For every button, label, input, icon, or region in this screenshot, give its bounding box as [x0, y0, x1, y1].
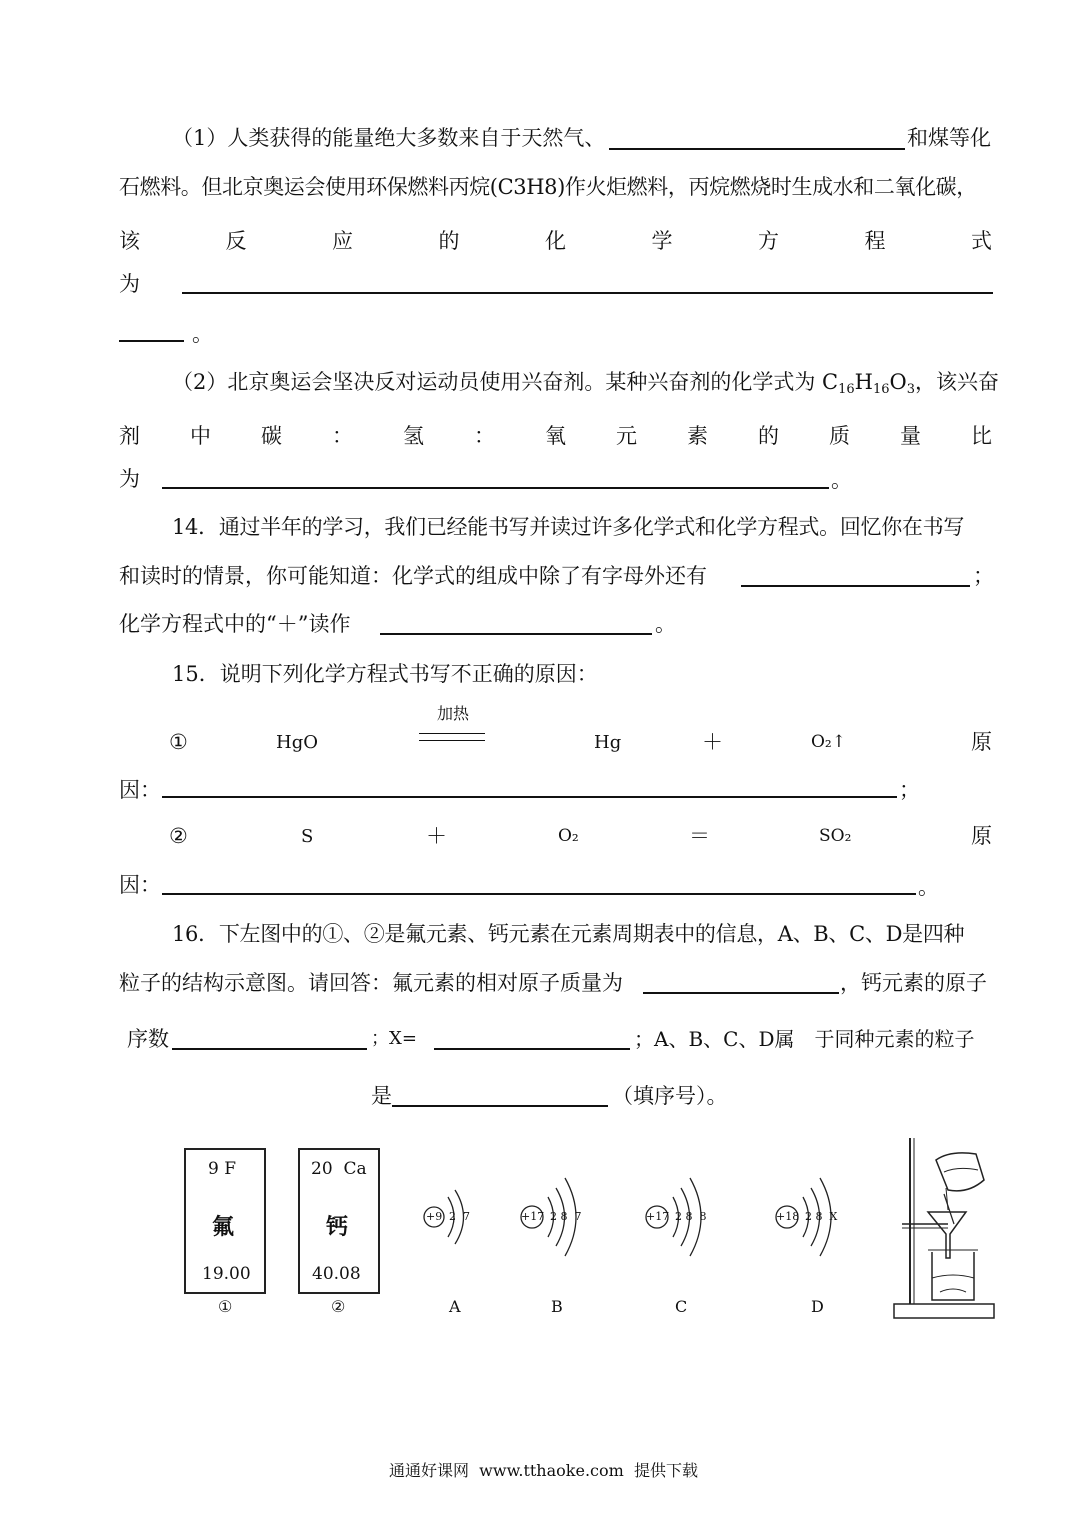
q16-blank-x[interactable] — [434, 1048, 630, 1050]
char: 反 — [225, 229, 247, 253]
char: 氧 — [545, 424, 566, 448]
q15-eq1-reason: 因： — [119, 778, 161, 802]
char: 化 — [545, 229, 566, 253]
q13-blank-equation[interactable] — [182, 292, 993, 294]
q16-line3c: ；A、B、C、D属 于同种元素的粒子 — [634, 1027, 975, 1051]
q15-eq2-eq: ＝ — [689, 824, 710, 848]
q13-p2-tail: ，该兴奋 — [915, 370, 1000, 394]
q16-line4a: 是 — [371, 1084, 392, 1108]
q16-line3b: ；X= — [371, 1028, 417, 1049]
fluorine-card — [184, 1148, 266, 1294]
q15-eq1-hg: Hg — [594, 732, 622, 753]
subscript: 3 — [906, 382, 916, 397]
q13-p2-line2 — [119, 420, 992, 450]
q13-blank-fuel[interactable] — [609, 148, 905, 150]
char: ： — [474, 424, 495, 448]
q15-eq2-o2: O₂ — [558, 826, 579, 846]
char: 素 — [687, 424, 708, 448]
atom-a-shells: 2 7 — [449, 1210, 470, 1223]
char: 式 — [971, 229, 992, 253]
char: 学 — [651, 229, 673, 253]
q13-p1-wei: 为 — [119, 272, 140, 296]
q14-line2a: 和读时的情景，你可能知道：化学式的组成中除了有字母外还有 — [119, 564, 707, 588]
calcium-mass: 40.08 — [312, 1264, 361, 1284]
fluorine-mass: 19.00 — [202, 1264, 251, 1284]
q13-p1-line3 — [119, 225, 992, 255]
q15-eq1-yuan: 原 — [971, 730, 992, 754]
page-footer: 通通好课网 www.tthaoke.com 提供下载 — [389, 1461, 698, 1480]
char: 该 — [119, 229, 140, 253]
char: 剂 — [119, 424, 140, 448]
q13-p2-h: H — [854, 370, 873, 394]
fluorine-symbol: 9 F — [208, 1159, 237, 1179]
atom-a-nucleus: +9 — [426, 1210, 443, 1223]
char: 的 — [758, 424, 779, 448]
atom-b-caption: B — [551, 1297, 563, 1316]
q16-blank-calcium-number[interactable] — [172, 1048, 367, 1050]
q13-p2-o: O — [889, 370, 907, 394]
char: 中 — [190, 424, 211, 448]
q14-line1: 14．通过半年的学习，我们已经能书写并读过许多化学式和化学方程式。回忆你在书写 — [172, 515, 965, 539]
q15-eq1-o2: O₂↑ — [811, 732, 846, 752]
calcium-card — [298, 1148, 380, 1294]
fluorine-name: 氟 — [212, 1214, 235, 1240]
q15-eq2-reason: 因： — [119, 873, 161, 897]
calcium-caption: ② — [331, 1297, 346, 1316]
filtration-apparatus-icon — [888, 1132, 1003, 1332]
q15-eq1-num: ① — [169, 730, 188, 754]
atom-d-shells: 2 8 X — [805, 1210, 838, 1223]
q15-blank-reason-1[interactable] — [162, 796, 897, 798]
subscript: 16 — [838, 382, 855, 397]
char: 质 — [829, 424, 850, 448]
q15-eq2-so2: SO₂ — [819, 826, 852, 846]
q13-blank-equation-cont[interactable] — [119, 340, 184, 342]
q16-line1: 16．下左图中的①、②是氟元素、钙元素在元素周期表中的信息，A、B、C、D是四种 — [172, 922, 965, 946]
q13-p2-text: （2）北京奥运会坚决反对运动员使用兴奋剂。某种兴奋剂的化学式为 C — [172, 370, 839, 394]
q13-p2-wei: 为 — [119, 467, 140, 491]
atom-c-shells: 2 8 8 — [675, 1210, 707, 1223]
atom-a-caption: A — [449, 1297, 461, 1316]
q15-eq1-end: ； — [899, 778, 920, 802]
q15-eq1-arrow-line — [419, 733, 485, 734]
fluorine-caption: ① — [218, 1297, 233, 1316]
char: 元 — [616, 424, 637, 448]
q14-blank-besides-letters[interactable] — [741, 585, 970, 587]
atom-d-caption: D — [811, 1297, 824, 1316]
q16-line2b: ，钙元素的原子 — [840, 971, 987, 995]
char: ： — [332, 424, 353, 448]
char: 应 — [332, 229, 353, 253]
atom-d-nucleus: +18 — [776, 1210, 800, 1223]
q15-eq2-plus: ＋ — [426, 824, 447, 848]
q14-blank-plus-reading[interactable] — [380, 633, 652, 635]
char: 方 — [758, 229, 779, 253]
q15-eq2-num: ② — [169, 824, 188, 848]
q15-eq1-plus: ＋ — [702, 730, 723, 754]
q14-line3a: 化学方程式中的“＋”读作 — [119, 612, 351, 636]
calcium-symbol: 20 Ca — [311, 1159, 367, 1179]
atom-c-nucleus: +17 — [646, 1210, 670, 1223]
q15-eq1-arrow-line2 — [419, 740, 485, 741]
q15-eq2-yuan: 原 — [971, 824, 992, 848]
atom-b-shells: 2 8 7 — [550, 1210, 582, 1223]
q13-p1-line1a: （1）人类获得的能量绝大多数来自于天然气、 — [172, 126, 606, 150]
q13-p1-line2: 石燃料。但北京奥运会使用环保燃料丙烷(C3H8)作火炬燃料，丙烷燃烧时生成水和二氧化碳， — [119, 175, 977, 199]
q16-blank-fluorine-mass[interactable] — [643, 992, 839, 994]
char: 比 — [971, 424, 992, 448]
atom-b-nucleus: +17 — [521, 1210, 545, 1223]
q13-p1-end: 。 — [192, 322, 213, 346]
q15-blank-reason-2[interactable] — [162, 893, 916, 895]
subscript: 16 — [872, 382, 890, 397]
q16-line4b: （填序号）。 — [612, 1084, 728, 1108]
q16-blank-same-element[interactable] — [392, 1105, 608, 1107]
calcium-name: 钙 — [326, 1214, 349, 1240]
q16-line2a: 粒子的结构示意图。请回答：氟元素的相对原子质量为 — [119, 971, 623, 995]
q15-eq1-condition: 加热 — [437, 704, 470, 723]
q15-title: 15．说明下列化学方程式书写不正确的原因： — [172, 662, 598, 686]
char: 氢 — [403, 424, 424, 448]
q14-line2b: ； — [973, 564, 994, 588]
char: 的 — [438, 229, 460, 253]
q14-line3b: 。 — [655, 612, 676, 636]
atom-c-caption: C — [675, 1297, 688, 1316]
q15-eq2-end: 。 — [918, 875, 939, 899]
q13-p2-line1 — [172, 372, 999, 396]
char: 碳 — [261, 424, 282, 448]
char: 程 — [864, 229, 886, 253]
char: 量 — [900, 424, 921, 448]
q16-line3a: 序数 — [127, 1027, 169, 1051]
q15-eq2-s: S — [301, 826, 314, 847]
q15-eq1-hgo: HgO — [276, 732, 318, 753]
q13-p2-end: 。 — [831, 468, 852, 492]
q13-blank-mass-ratio[interactable] — [162, 487, 829, 489]
q13-p1-line1b: 和煤等化 — [907, 126, 991, 150]
